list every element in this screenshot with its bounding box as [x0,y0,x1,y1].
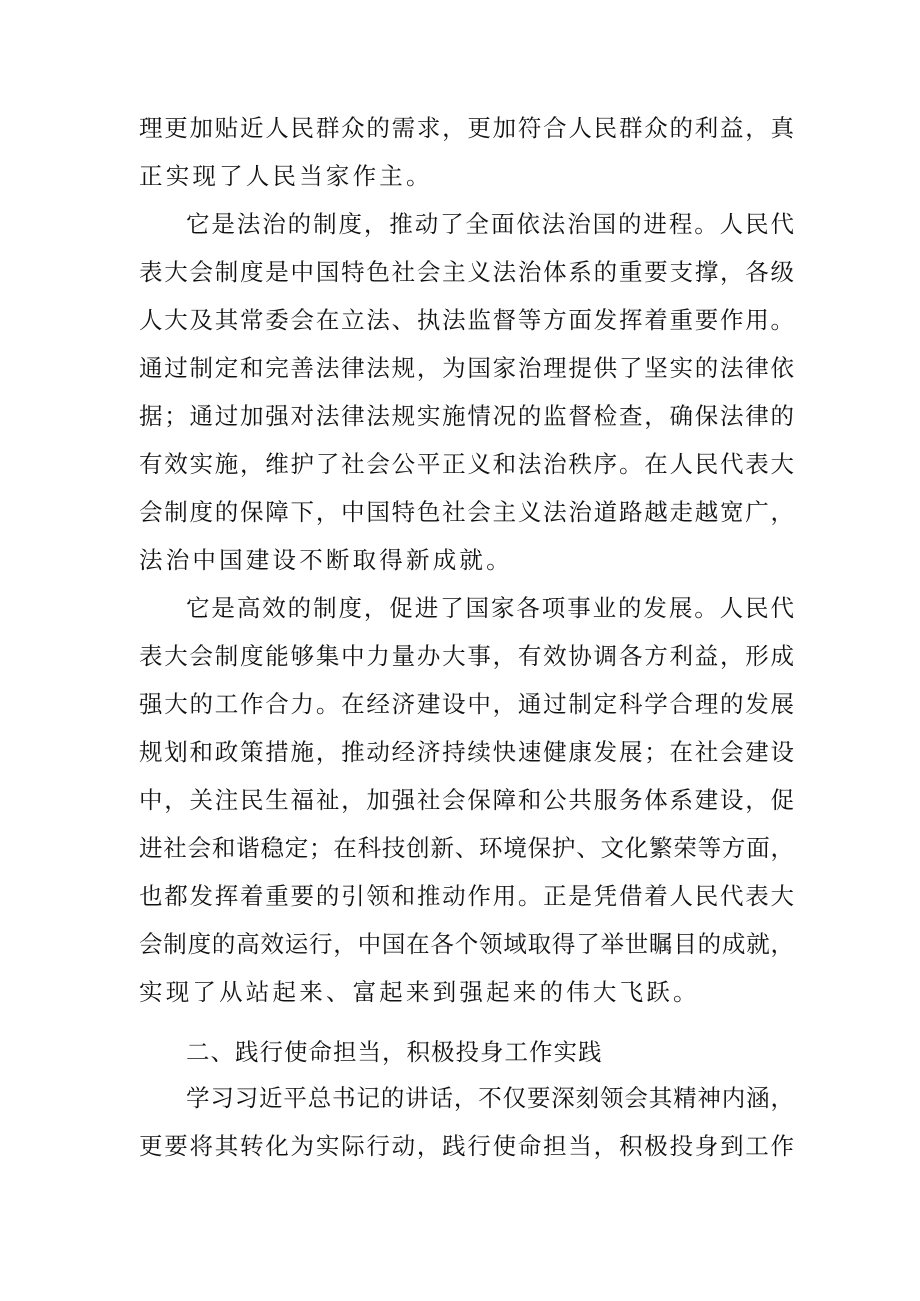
text-line: 有效实施，维护了社会公平正义和法治秩序。在人民代表大 [139,450,794,478]
text-line: 通过制定和完善法律法规，为国家治理提供了坚实的法律依 [139,354,794,382]
text-line: 表大会制度是中国特色社会主义法治体系的重要支撑，各级 [139,258,794,286]
text-line: 也都发挥着重要的引领和推动作用。正是凭借着人民代表大 [139,882,794,910]
text-line: 人大及其常委会在立法、执法监督等方面发挥着重要作用。 [139,306,794,334]
text-line: 规划和政策措施，推动经济持续快速健康发展；在社会建设 [139,738,794,766]
text-line: 它是高效的制度，促进了国家各项事业的发展。人民代 [186,594,794,622]
text-line: 进社会和谐稳定；在科技创新、环境保护、文化繁荣等方面， [139,834,794,862]
text-line: 理更加贴近人民群众的需求，更加符合人民群众的利益，真 [139,114,794,142]
text-line: 正实现了人民当家作主。 [139,162,433,190]
text-line: 会制度的高效运行，中国在各个领域取得了举世瞩目的成就， [139,930,794,958]
text-line: 据；通过加强对法律法规实施情况的监督检查，确保法律的 [139,402,794,430]
text-line: 表大会制度能够集中力量办大事，有效协调各方利益，形成 [139,642,794,670]
text-line: 中，关注民生福祉，加强社会保障和公共服务体系建设，促 [139,786,794,814]
text-line: 它是法治的制度，推动了全面依法治国的进程。人民代 [186,210,794,238]
text-line: 会制度的保障下，中国特色社会主义法治道路越走越宽广， [139,498,794,526]
text-line: 实现了从站起来、富起来到强起来的伟大飞跃。 [139,978,700,1006]
text-line: 强大的工作合力。在经济建设中，通过制定科学合理的发展 [139,690,794,718]
text-line: 更要将其转化为实际行动，践行使命担当，积极投身到工作 [139,1132,794,1160]
section-heading: 二、践行使命担当，积极投身工作实践 [186,1038,603,1066]
text-line: 法治中国建设不断取得新成就。 [139,546,513,574]
text-line: 学习习近平总书记的讲话，不仅要深刻领会其精神内涵， [186,1084,794,1112]
